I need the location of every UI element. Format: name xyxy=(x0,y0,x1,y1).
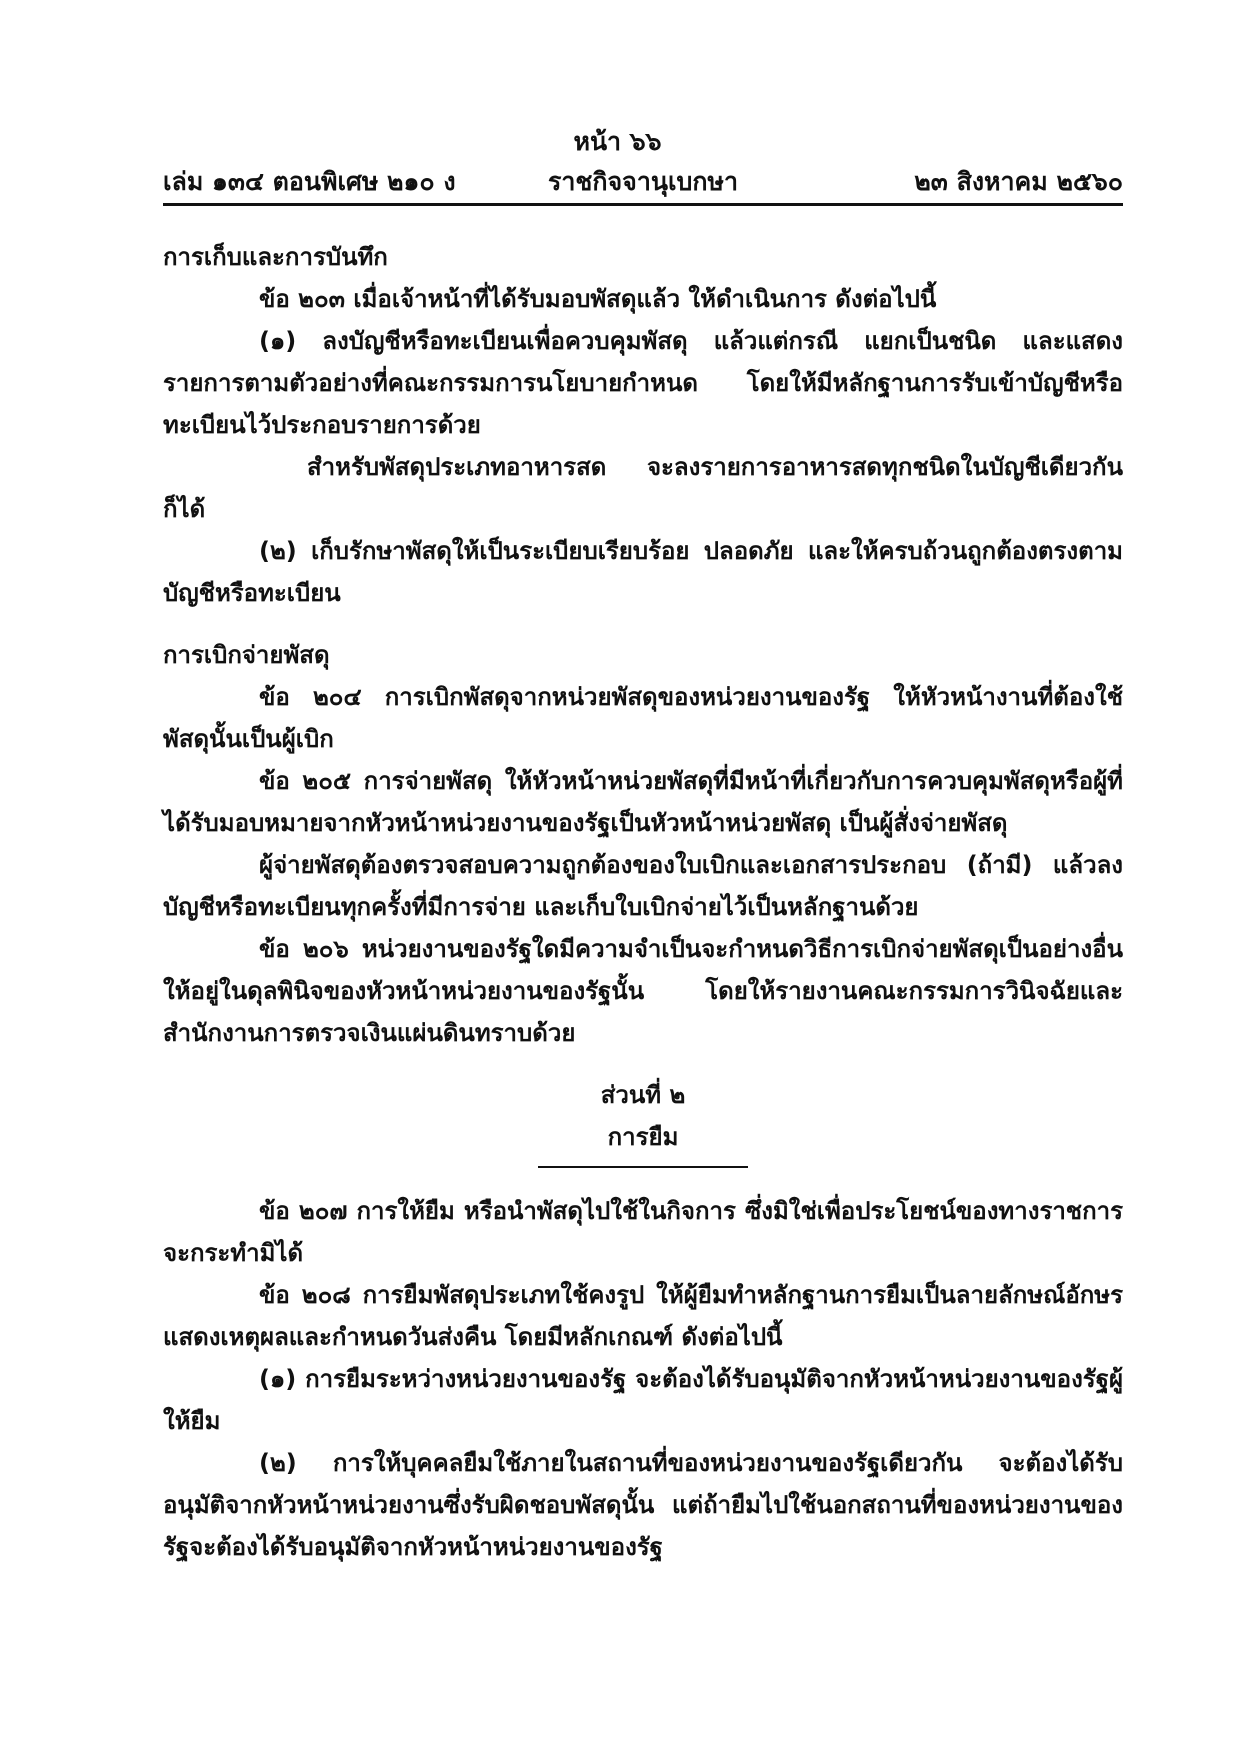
clause-208-item-1: (๑) การยืมระหว่างหน่วยงานของรัฐ จะต้องได้รับอนุมัติจากหัวหน้าหน่วยงานของรัฐผู้ให้ยืม xyxy=(163,1365,1123,1435)
clause-208-item-2: (๒) การให้บุคคลยืมใช้ภายในสถานที่ของหน่วยงานของรัฐเดียวกัน จะต้องได้รับอนุมัติจากหัวหน้าหน่วยงานซึ่งรับผิดชอบพัสดุนั้น แต่ถ้ายืมไปใช้นอกสถานที่ของหน่วยงานของรัฐจะต้องได้รับอนุมัติจากหัวหน้าหน่วยงานของรัฐ xyxy=(163,1449,1123,1561)
spacer xyxy=(163,614,1123,634)
document-body xyxy=(163,236,1123,1568)
clause-207: ข้อ ๒๐๗ การให้ยืม หรือนำพัสดุไปใช้ในกิจการ ซึ่งมิใช่เพื่อประโยชน์ของทางราชการจะกระทำมิได้ xyxy=(163,1197,1123,1267)
part-title: การยืม xyxy=(607,1123,679,1151)
header-date: ๒๓ สิงหาคม ๒๕๖๐ xyxy=(914,167,1123,196)
clause-203-item-2: (๒) เก็บรักษาพัสดุให้เป็นระเบียบเรียบร้อย ปลอดภัย และให้ครบถ้วนถูกต้องตรงตามบัญชีหรือทะเบียน xyxy=(163,537,1123,607)
spacer xyxy=(163,1054,1123,1074)
clause-206: ข้อ ๒๐๖ หน่วยงานของรัฐใดมีความจำเป็นจะกำหนดวิธีการเบิกจ่ายพัสดุเป็นอย่างอื่นให้อยู่ในดุลพินิจของหัวหน้าหน่วยงานของรัฐนั้น โดยให้รายงานคณะกรรมการวินิจฉัยและสำนักงานการตรวจเงินแผ่นดินทราบด้วย xyxy=(163,935,1123,1047)
clause-204: ข้อ ๒๐๔ การเบิกพัสดุจากหน่วยพัสดุของหน่วยงานของรัฐ ให้หัวหน้างานที่ต้องใช้พัสดุนั้นเป็นผู้เบิก xyxy=(163,683,1123,753)
header-volume: เล่ม ๑๓๔ ตอนพิเศษ ๒๑๐ ง xyxy=(163,167,456,196)
clause-203-item-1: (๑) ลงบัญชีหรือทะเบียนเพื่อควบคุมพัสดุ แล้วแต่กรณี แยกเป็นชนิด และแสดงรายการตามตัวอย่างที่คณะกรรมการนโยบายกำหนด โดยให้มีหลักฐานการรับเข้าบัญชีหรือทะเบียนไว้ประกอบรายการด้วย xyxy=(163,327,1123,439)
part-divider xyxy=(538,1166,748,1168)
part-number: ส่วนที่ ๒ xyxy=(600,1081,686,1109)
clause-203-fresh-food-note: สำหรับพัสดุประเภทอาหารสด จะลงรายการอาหารสดทุกชนิดในบัญชีเดียวกันก็ได้ xyxy=(163,453,1123,523)
header-divider xyxy=(163,203,1123,206)
section-heading-storage: การเก็บและการบันทึก xyxy=(163,243,388,271)
clause-208: ข้อ ๒๐๘ การยืมพัสดุประเภทใช้คงรูป ให้ผู้ยืมทำหลักฐานการยืมเป็นลายลักษณ์อักษรแสดงเหตุผลและกำหนดวันส่งคืน โดยมีหลักเกณฑ์ ดังต่อไปนี้ xyxy=(163,1281,1123,1351)
section-heading-disbursement: การเบิกจ่ายพัสดุ xyxy=(163,641,330,669)
page-number: หน้า ๖๖ xyxy=(573,127,662,156)
clause-205: ข้อ ๒๐๕ การจ่ายพัสดุ ให้หัวหน้าหน่วยพัสดุที่มีหน้าที่เกี่ยวกับการควบคุมพัสดุหรือผู้ที่ได้รับมอบหมายจากหัวหน้าหน่วยงานของรัฐเป็นหัวหน้าหน่วยพัสดุ เป็นผู้สั่งจ่ายพัสดุ xyxy=(163,767,1123,837)
page-header xyxy=(163,164,1123,200)
clause-203: ข้อ ๒๐๓ เมื่อเจ้าหน้าที่ได้รับมอบพัสดุแล้ว ให้ดำเนินการ ดังต่อไปนี้ xyxy=(259,285,937,313)
clause-205-paragraph-2: ผู้จ่ายพัสดุต้องตรวจสอบความถูกต้องของใบเบิกและเอกสารประกอบ (ถ้ามี) แล้วลงบัญชีหรือทะเบียนทุกครั้งที่มีการจ่าย และเก็บใบเบิกจ่ายไว้เป็นหลักฐานด้วย xyxy=(163,851,1123,921)
header-gazette-name: ราชกิจจานุเบกษา xyxy=(547,167,739,196)
